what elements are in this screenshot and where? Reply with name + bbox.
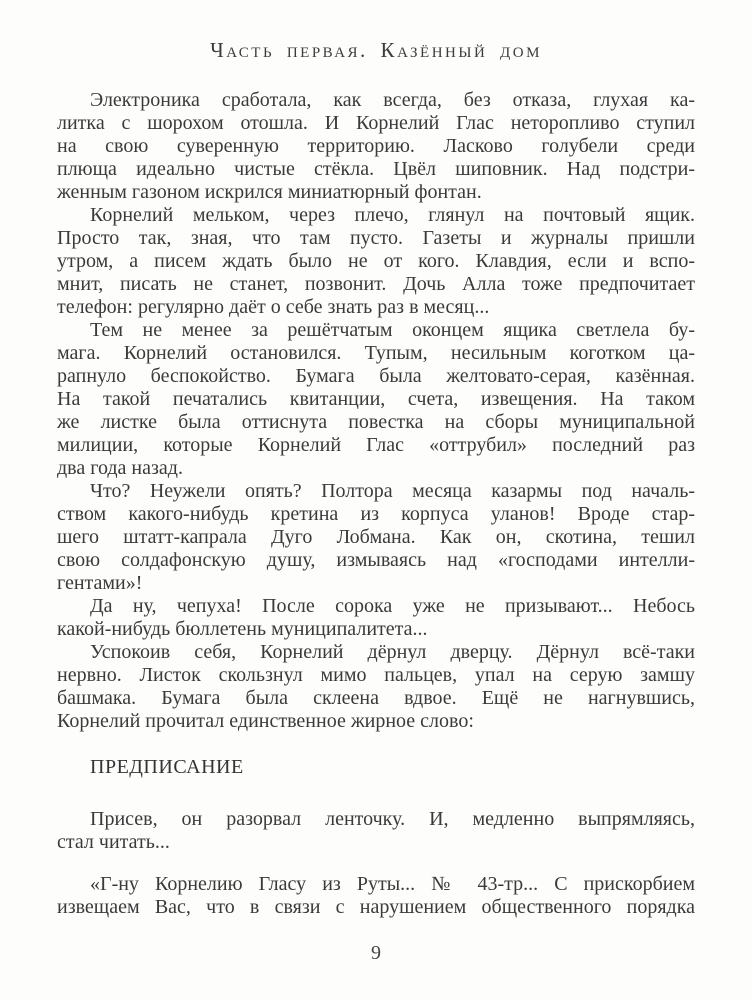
text-line: извещаем Вас, что в связи с нарушением общественного порядка [57, 896, 695, 918]
text-line: женным газоном искрился миниатюрный фонтан. [57, 181, 482, 203]
text-line: два года назад. [57, 457, 183, 479]
paragraph [57, 808, 695, 854]
paragraph [57, 319, 695, 480]
text-line: стал читать... [57, 831, 170, 853]
text-line: на свою суверенную территорию. Ласково голубели среди [57, 135, 695, 157]
text-line: литка с шорохом отошла. И Корнелий Глас неторопливо ступил [57, 112, 695, 134]
text-line: свою солдафонскую душу, измываясь над «господами интелли- [57, 549, 695, 571]
text-line: плюща идеально чистые стёкла. Цвёл шиповник. Над подстри- [57, 158, 695, 180]
text-line: телефон: регулярно даёт о себе знать раз в месяц... [57, 296, 490, 318]
text-line: шего штатт-капрала Дуго Лобмана. Как он, скотина, тешил [57, 526, 695, 548]
text-line: мнит, писать не станет, позвонит. Дочь Алла тоже предпочитает [57, 273, 695, 295]
text-line: Корнелий прочитал единственное жирное слово: [57, 710, 474, 732]
text-line: нервно. Листок скользнул мимо пальцев, упал на серую замшу [57, 664, 695, 686]
text-line: мага. Корнелий остановился. Тупым, несильным коготком ца- [57, 342, 695, 364]
text-line: милиции, которые Корнелий Глас «оттрубил» последний раз [57, 434, 695, 456]
text-line: Успокоив себя, Корнелий дёрнул дверцу. Дёрнул всё-таки [90, 641, 695, 663]
paragraph [57, 641, 695, 733]
text-line: Что? Неужели опять? Полтора месяца казармы под началь- [90, 480, 695, 502]
text-line: гентами»! [57, 572, 143, 594]
text-line: же листке была оттиснута повестка на сборы муниципальной [57, 411, 695, 433]
running-header: Часть первая. Казённый дом [210, 38, 542, 62]
text-line: утром, а писем ждать было не от кого. Клавдия, если и вспо- [57, 250, 695, 272]
page-number: 9 [371, 942, 381, 964]
text-line: Электроника сработала, как всегда, без отказа, глухая ка- [90, 89, 695, 111]
text-line: башмака. Бумага была склеена вдвое. Ещё не нагнувшись, [57, 687, 695, 709]
paragraph [57, 595, 695, 641]
text-line: рапнуло беспокойство. Бумага была желтовато-серая, казённая. [57, 365, 695, 387]
text-line: Да ну, чепуха! После сорока уже не призывают... Небось [90, 595, 695, 617]
text-line: «Г-ну Корнелию Гласу из Руты... № 43-тр... С прискорбием [90, 873, 695, 895]
text-line: ством какого-нибудь кретина из корпуса уланов! Вроде стар- [57, 503, 695, 525]
text-line: какой-нибудь бюллетень муниципалитета... [57, 618, 428, 640]
section-heading: ПРЕДПИСАНИЕ [90, 756, 244, 778]
paragraph [57, 204, 695, 319]
text-line: Присев, он разорвал ленточку. И, медленно выпрямляясь, [90, 808, 695, 830]
paragraph [57, 873, 695, 919]
text-line: Корнелий мельком, через плечо, глянул на почтовый ящик. [90, 204, 695, 226]
page-body [57, 89, 695, 919]
text-line: Просто так, зная, что там пусто. Газеты и журналы пришли [57, 227, 695, 249]
text-line: Тем не менее за решётчатым оконцем ящика светлела бу- [90, 319, 695, 341]
paragraph [57, 89, 695, 204]
text-line: На такой печатались квитанции, счета, извещения. На таком [57, 388, 695, 410]
paragraph [57, 480, 695, 595]
